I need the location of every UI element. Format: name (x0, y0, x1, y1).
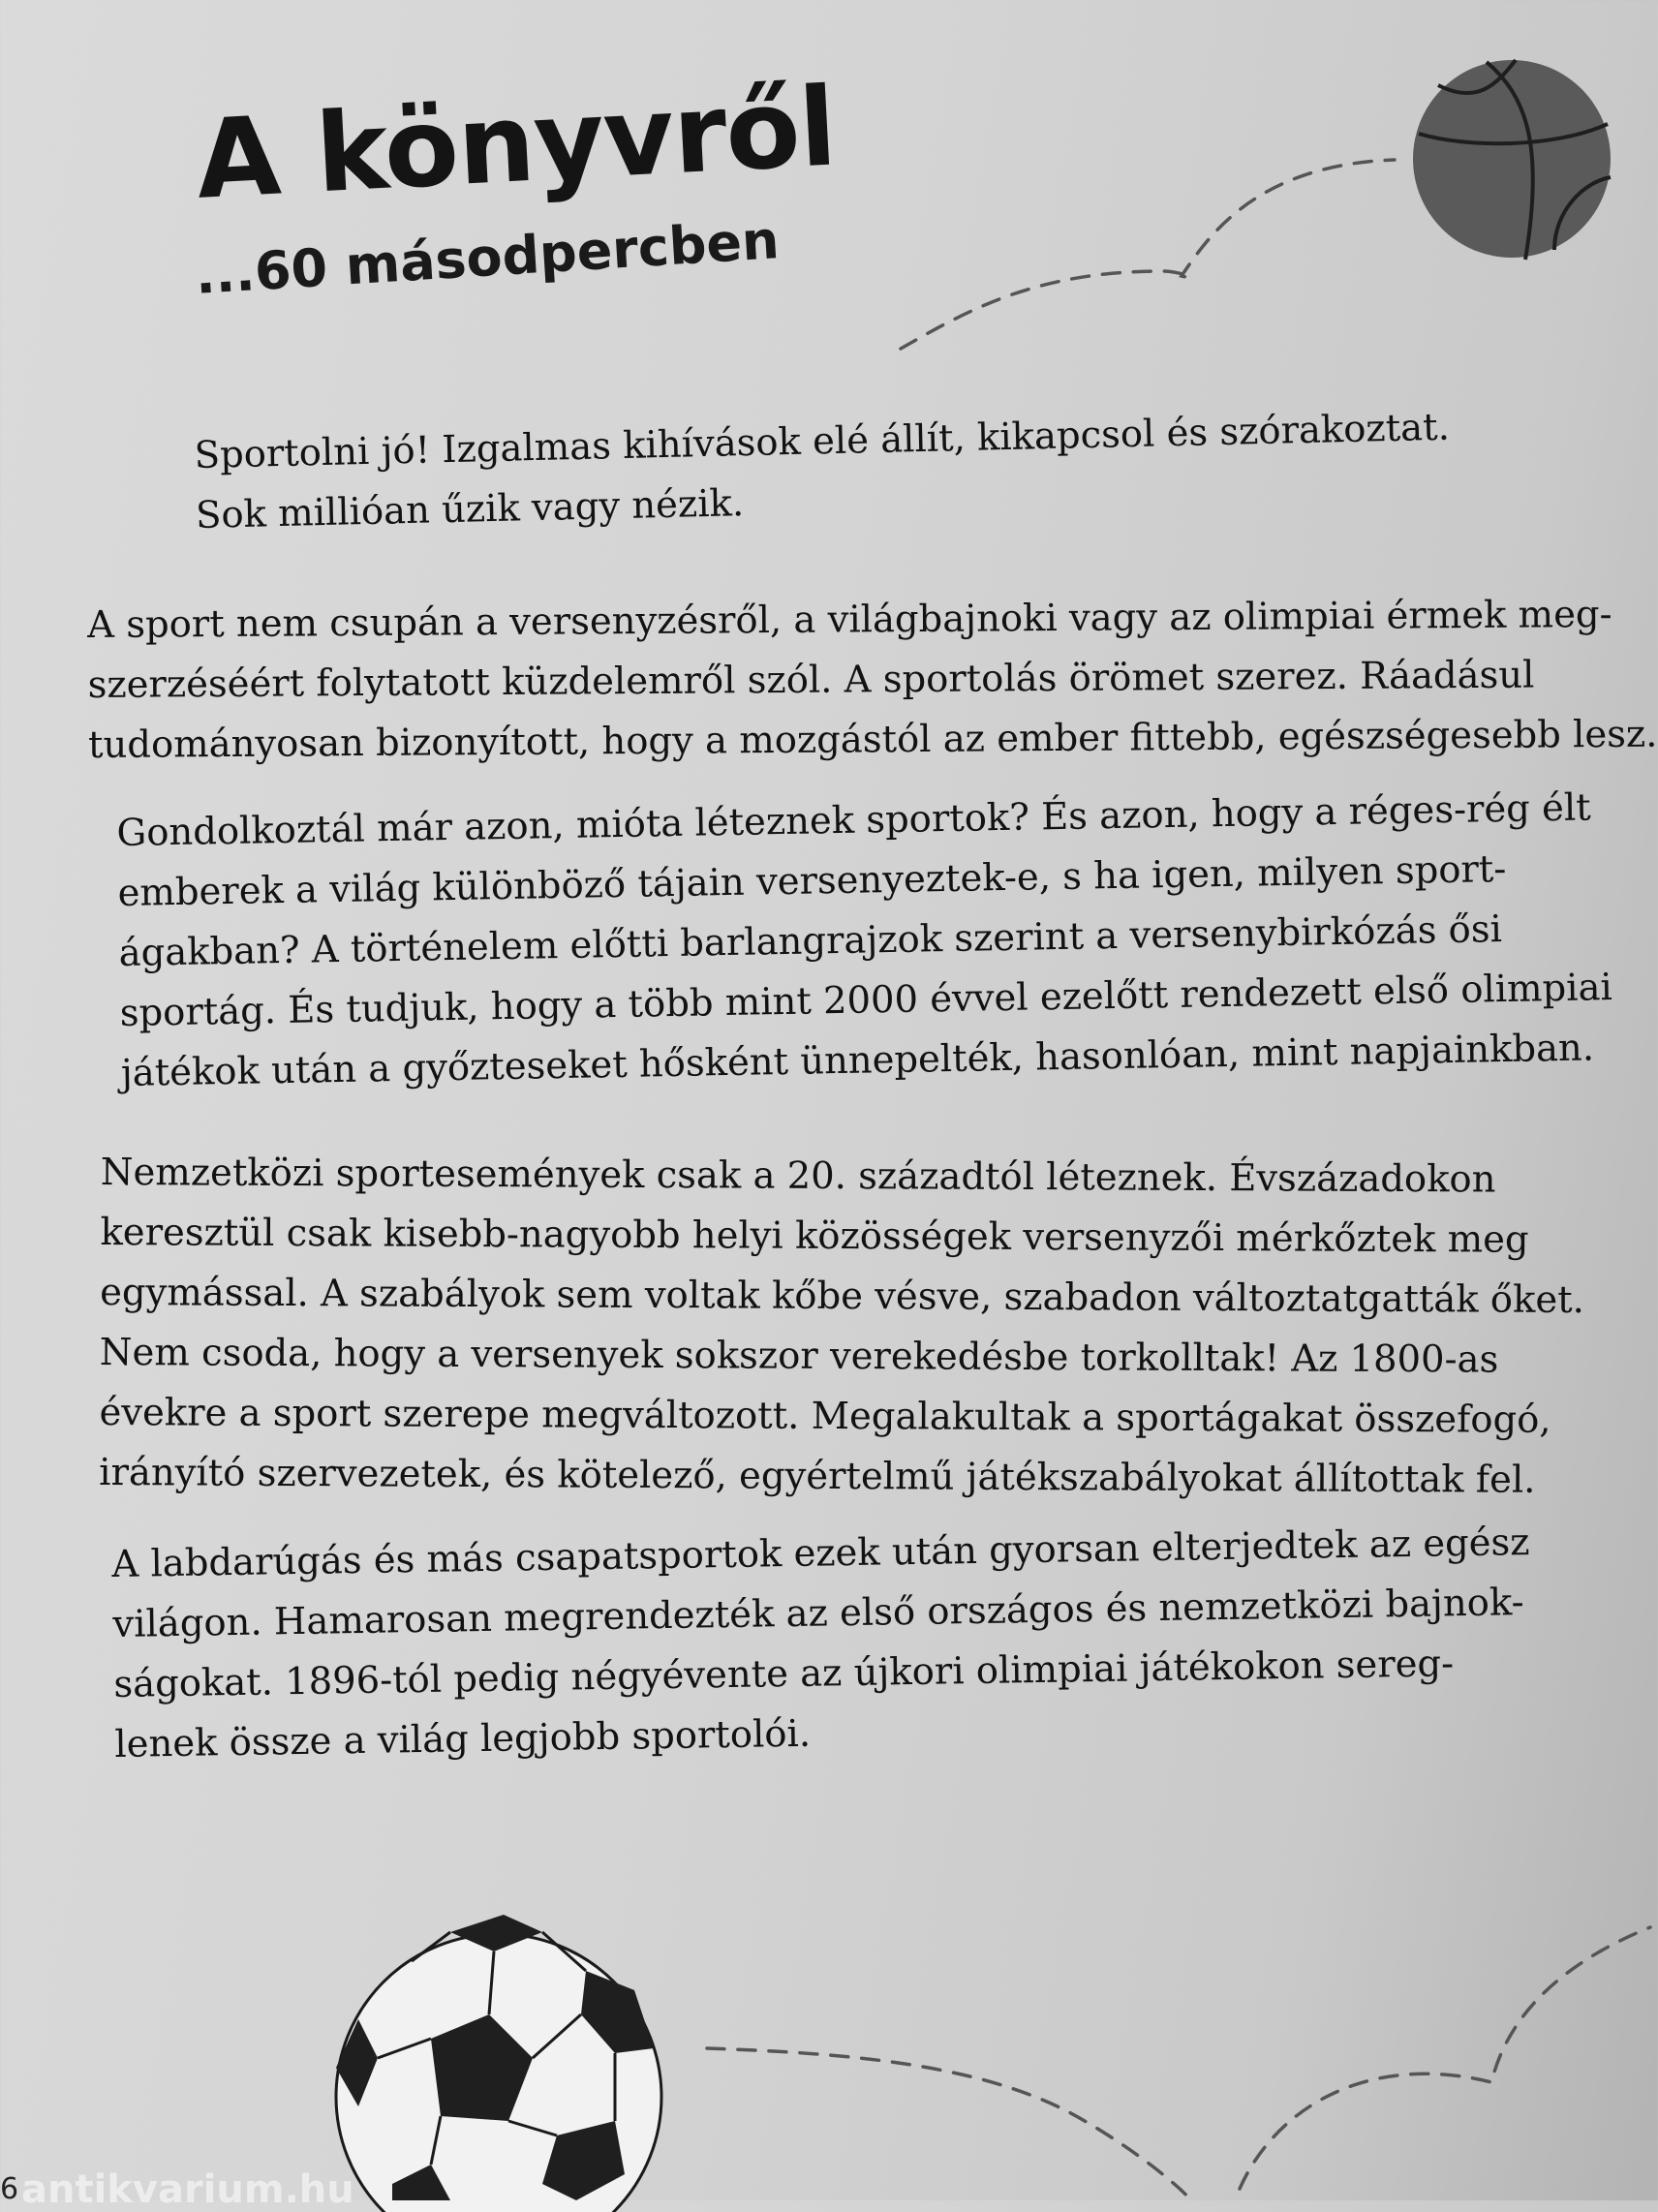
text-line: Nem csoda, hogy a versenyek sokszor verekedésbe torkolltak! Az 1800-as (99, 1330, 1499, 1382)
text-line: keresztül csak kisebb-nagyobb helyi közösségek versenyzői mérkőztek meg (100, 1210, 1529, 1262)
text-line: szerzéséért folytatott küzdelemről szól. A sportolás örömet szerez. Ráadásul (87, 653, 1535, 707)
dashed-trail-bottom (697, 1898, 1650, 2200)
text-line: világon. Hamarosan megrendezték az első országos és nemzetközi bajnok- (112, 1581, 1524, 1646)
text-line: évekre a sport szerepe megváltozott. Megalakultak a sportágakat összefogó, (99, 1390, 1551, 1442)
text-line: Sportolni jó! Izgalmas kihívások elé állít, kikapcsol és szórakoztat. (194, 405, 1451, 477)
page-title: A könyvről (193, 64, 839, 224)
paragraph-sport-meaning (87, 585, 1658, 776)
text-line: emberek a világ különböző tájain versenyeztek-e, s ha igen, milyen sport- (117, 846, 1507, 915)
text-line: lenek össze a világ legjobb sportolói. (114, 1711, 812, 1767)
text-line: tudományosan bizonyított, hogy a mozgástól az ember fittebb, egészségesebb lesz. (87, 712, 1658, 767)
page-subtitle: ...60 másodpercben (193, 209, 782, 306)
text-line: Gondolkoztál már azon, mióta léteznek sportok? És azon, hogy a réges-rég élt (116, 785, 1592, 855)
text-line: A sport nem csupán a versenyzésről, a világbajnoki vagy az olimpiai érmek meg- (87, 593, 1612, 647)
paragraph-history (116, 778, 1613, 1104)
paragraph-international (99, 1143, 1585, 1511)
text-line: Sok millióan űzik vagy nézik. (195, 481, 745, 538)
text-line: egymással. A szabályok sem voltak kőbe vésve, szabadon változtatgatták őket. (100, 1270, 1585, 1323)
text-line: játékok után a győzteseket hősként ünnepelték, hasonlóan, mint napjainkban. (120, 1026, 1595, 1095)
text-line: sportág. És tudjuk, hogy a több mint 2000 évvel ezelőtt rendezett első olimpiai (119, 966, 1613, 1035)
watermark: antikvarium.hu (21, 2167, 354, 2212)
paragraph-team-sports (111, 1513, 1533, 1775)
page-number: 6 (0, 2172, 19, 2206)
soccer-ball-icon (334, 1913, 663, 2200)
dashed-trail-top (891, 145, 1414, 368)
paragraph-intro (194, 398, 1452, 546)
text-line: ságokat. 1896-tól pedig négyévente az újkori olimpiai játékokon sereg- (113, 1642, 1455, 1706)
text-line: A labdarúgás és más csapatsportok ezek után gyorsan elterjedtek az egész (111, 1521, 1530, 1586)
text-line: irányító szervezetek, és kötelező, egyértelmű játékszabályokat állítottak fel. (99, 1450, 1536, 1502)
text-line: ágakban? A történelem előtti barlangrajzok szerint a versenybirkózás ősi (118, 907, 1503, 975)
basketball-icon (1409, 56, 1614, 261)
text-line: Nemzetközi sportesemények csak a 20. századtól léteznek. Évszázadokon (100, 1150, 1496, 1202)
